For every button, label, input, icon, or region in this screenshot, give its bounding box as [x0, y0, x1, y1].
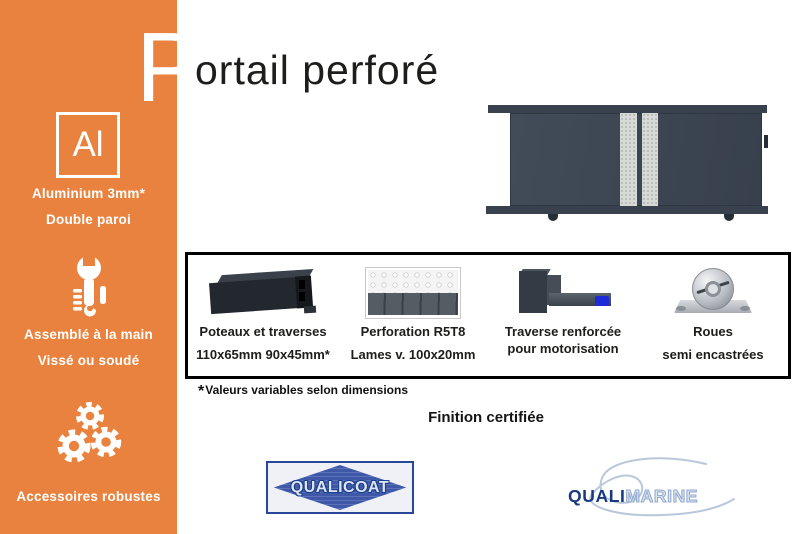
sidebar-text-visse: Vissé ou soudé — [37, 353, 140, 368]
wheel-image — [638, 264, 788, 322]
features-box — [185, 252, 791, 379]
finish-heading: Finition certifiée — [428, 409, 544, 426]
tools-icon — [0, 253, 177, 321]
page-title: ortail perforé — [195, 47, 440, 93]
gate-wheel — [724, 214, 734, 221]
sidebar-text-accessoires: Accessoires robustes — [16, 489, 161, 504]
qualimarine-text-light: MARINE — [625, 486, 699, 506]
sidebar-text-aluminium: Aluminium 3mm* — [31, 186, 146, 201]
footnote — [198, 381, 408, 399]
feature-title: Traverse renforcée — [504, 324, 622, 339]
page-title-initial: P — [136, 12, 202, 122]
gate-wheel — [548, 214, 558, 221]
feature-subtitle: pour motorisation — [507, 341, 619, 356]
footnote-text: Valeurs variables selon dimensions — [205, 383, 408, 397]
feature-title: Poteaux et traverses — [199, 324, 327, 339]
sidebar-text-assemble: Assemblé à la main — [24, 327, 153, 342]
feature-subtitle: Lames v. 100x20mm — [350, 347, 476, 362]
feature-traverse — [488, 255, 638, 376]
qualicoat-logo — [266, 461, 414, 514]
qualimarine-logo-text — [568, 486, 698, 507]
perforation-image — [338, 264, 488, 322]
gate-perforated-strip — [642, 113, 658, 206]
qualimarine-text-bold: QUALI — [568, 486, 626, 506]
feature-title: Roues — [693, 324, 733, 339]
footnote-asterisk: * — [198, 383, 205, 400]
aluminium-symbol-badge — [56, 112, 120, 178]
aluminium-symbol: Al — [72, 125, 104, 164]
feature-perforation — [338, 255, 488, 376]
profile-image — [188, 264, 338, 322]
traverse-image — [488, 264, 638, 322]
qualimarine-logo — [558, 456, 746, 522]
gate-top-rail — [488, 105, 767, 113]
gears-icon — [0, 400, 177, 470]
gate-product-image — [480, 99, 782, 223]
feature-subtitle: 110x65mm 90x45mm* — [196, 347, 330, 362]
gate-perforated-strip — [620, 113, 637, 206]
feature-poteaux — [188, 255, 338, 376]
gate-bottom-rail — [486, 206, 768, 214]
gate-handle — [764, 135, 768, 148]
qualicoat-logo-text: QUALICOAT — [290, 478, 390, 496]
sidebar-text-double-paroi: Double paroi — [46, 212, 131, 227]
feature-roues — [638, 255, 788, 376]
feature-subtitle: semi encastrées — [662, 347, 764, 362]
feature-title: Perforation R5T8 — [360, 324, 466, 339]
